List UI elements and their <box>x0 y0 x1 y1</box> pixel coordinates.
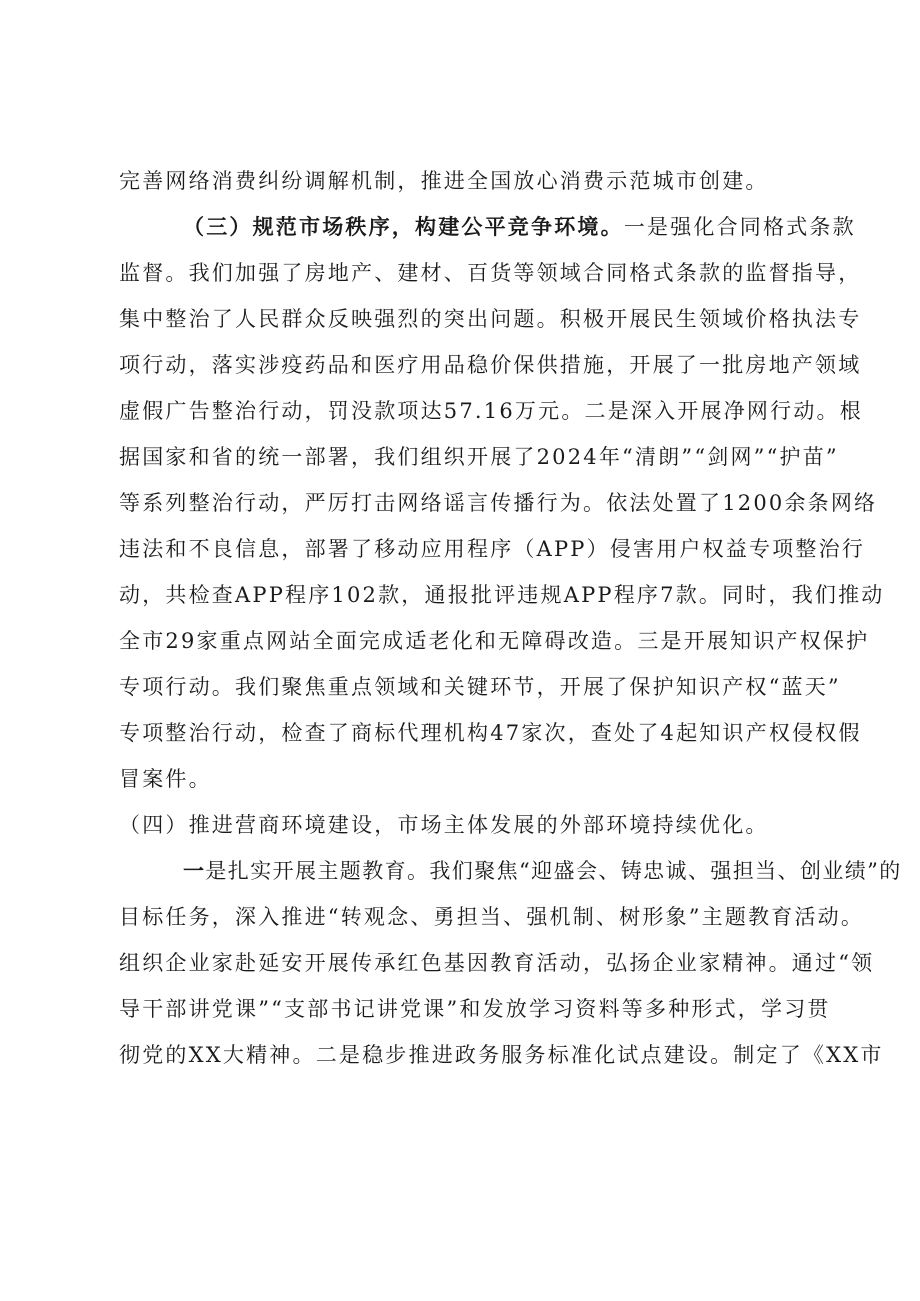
section-4-line-1-text: 是扎实开展主题教育。我们聚焦“迎盛会、铸忠诚、强担当、创业绩”的 <box>205 859 902 883</box>
text-line-18: 组织企业家赴延安开展传承红色基因教育活动，弘扬企业家精神。通过“领 <box>119 951 875 975</box>
text-line-14: 冒案件。 <box>119 767 212 791</box>
text-line-6: 虚假广告整治行动，罚没款项达57.16万元。二是深入开展净网行动。根 <box>119 399 863 423</box>
text-line-1: 完善网络消费纠纷调解机制，推进全国放心消费示范城市创建。 <box>119 169 769 193</box>
text-line-11: 全市29家重点网站全面完成适老化和无障碍改造。三是开展知识产权保护 <box>119 629 870 653</box>
text-line-12: 专项行动。我们聚焦重点领域和关键环节，开展了保护知识产权“蓝天” <box>119 675 841 699</box>
text-line-10: 动，共检查APP程序102款，通报批评违规APP程序7款。同时，我们推动 <box>119 583 885 607</box>
section-4-line-1 <box>183 849 902 893</box>
text-line-8: 等系列整治行动，严厉打击网络谣言传播行为。依法处置了1200余条网络 <box>119 491 878 515</box>
section-3-line-1-text: 一是强化合同格式条款 <box>623 215 856 239</box>
section-3-line-1 <box>183 205 856 249</box>
text-line-7: 据国家和省的统一部署，我们组织开展了2024年“清朗”“剑网”“护苗” <box>119 445 839 469</box>
text-line-13: 专项整治行动，检查了商标代理机构47家次，查处了4起知识产权侵权假 <box>119 721 862 745</box>
section-3-heading: （三）规范市场秩序，构建公平竞争环境。 <box>183 214 624 239</box>
text-line-5: 项行动，落实涉疫药品和医疗用品稳价保供措施，开展了一批房地产领域 <box>119 353 862 377</box>
text-line-9: 违法和不良信息，部署了移动应用程序（APP）侵害用户权益专项整治行 <box>119 537 866 561</box>
text-line-15: （四）推进营商环境建设，市场主体发展的外部环境持续优化。 <box>119 813 769 837</box>
text-line-20: 彻党的XX大精神。二是稳步推进政务服务标准化试点建设。制定了《XX市 <box>119 1043 884 1067</box>
text-line-4: 集中整治了人民群众反映强烈的突出问题。积极开展民生领域价格执法专 <box>119 307 862 331</box>
text-line-3: 监督。我们加强了房地产、建材、百货等领域合同格式条款的监督指导， <box>119 261 862 285</box>
text-line-17: 目标任务，深入推进“转观念、勇担当、强机制、树形象”主题教育活动。 <box>119 905 865 929</box>
section-4-heading: 一 <box>183 858 206 883</box>
text-line-19: 导干部讲党课”“支部书记讲党课”和发放学习资料等多种形式，学习贯 <box>119 997 831 1021</box>
